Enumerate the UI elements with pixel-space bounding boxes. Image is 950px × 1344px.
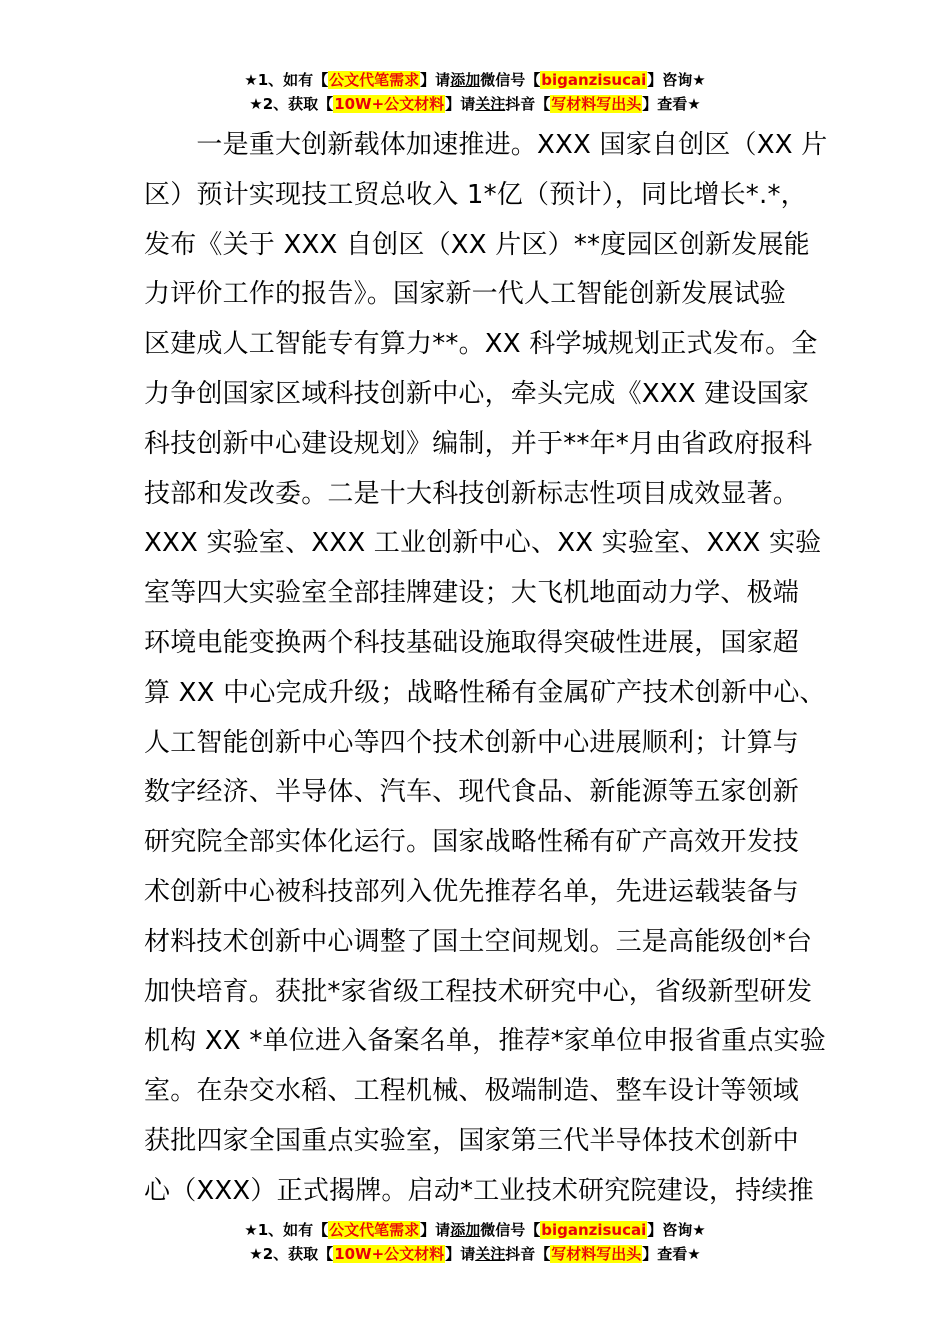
body-line: 区）预计实现技工贸总收入 1*亿（预计），同比增长*.*， — [144, 179, 807, 210]
body-line: 人工智能创新中心等四个技术创新中心进展顺利；计算与 — [144, 727, 800, 758]
banner-line-1-mid: 】请 — [420, 1221, 451, 1239]
banner-line-1-emphasis: 添加 — [450, 1221, 481, 1239]
banner-line-2 — [0, 1242, 950, 1266]
body-line: 算 XX 中心完成升级；战略性稀有金属矿产技术创新中心、 — [144, 677, 826, 708]
banner-line-2-highlight-douyin: 写材料写出头 — [551, 1245, 642, 1263]
body-line: 力争创国家区域科技创新中心，牵头完成《XXX 建设国家 — [144, 378, 810, 409]
body-line: 区建成人工智能专有算力**。XX 科学城规划正式发布。全 — [144, 329, 818, 360]
body-line: 一是重大创新载体加速推进。XXX 国家自创区（XX 片 — [144, 130, 828, 160]
banner-line-2 — [0, 92, 950, 116]
body-line: 环境电能变换两个科技基础设施取得突破性进展，国家超 — [144, 627, 800, 658]
banner-line-1-highlight-service: 公文代笔需求 — [329, 1221, 420, 1239]
banner-line-2-mid-2: 抖音【 — [505, 95, 551, 113]
banner-line-1-suffix: 】咨询★ — [647, 71, 706, 89]
body-line: 室等四大实验室全部挂牌建设；大飞机地面动力学、极端 — [144, 578, 800, 609]
banner-line-2-mid: 】请 — [445, 95, 476, 113]
body-line: 心（XXX）正式揭牌。启动*工业技术研究院建设，持续推 — [144, 1175, 814, 1206]
banner-line-2-prefix: ★2、获取【 — [249, 95, 334, 113]
body-paragraph — [144, 121, 828, 1217]
body-line: 数字经济、半导体、汽车、现代食品、新能源等五家创新 — [144, 777, 800, 808]
banner-line-2-suffix: 】查看★ — [642, 1245, 701, 1263]
body-line: 材料技术创新中心调整了国土空间规划。三是高能级创*台 — [144, 926, 813, 957]
banner-line-2-emphasis: 关注 — [475, 95, 506, 113]
banner-line-2-suffix: 】查看★ — [642, 95, 701, 113]
banner-line-1-highlight-wechat: biganzisucai — [541, 71, 647, 89]
body-line: 力评价工作的报告》。国家新一代人工智能创新发展试验 — [144, 279, 787, 310]
banner-line-2-emphasis: 关注 — [475, 1245, 506, 1263]
banner-line-2-mid-2: 抖音【 — [505, 1245, 551, 1263]
body-line: XXX 实验室、XXX 工业创新中心、XX 实验室、XXX 实验 — [144, 528, 822, 559]
body-line: 机构 XX *单位进入备案名单，推荐*家单位申报省重点实验 — [144, 1026, 826, 1057]
banner-line-1 — [0, 1218, 950, 1242]
body-line: 加快培育。获批*家省级工程技术研究中心，省级新型研发 — [144, 976, 813, 1007]
banner-line-1-prefix: ★1、如有【 — [244, 1221, 329, 1239]
banner-line-1 — [0, 68, 950, 92]
banner-line-1-highlight-wechat: biganzisucai — [541, 1221, 647, 1239]
banner-line-1-highlight-service: 公文代笔需求 — [329, 71, 420, 89]
body-line: 发布《关于 XXX 自创区（XX 片区）**度园区创新发展能 — [144, 229, 810, 260]
banner-line-1-prefix: ★1、如有【 — [244, 71, 329, 89]
banner-line-1-emphasis: 添加 — [450, 71, 481, 89]
banner-line-2-mid: 】请 — [445, 1245, 476, 1263]
banner-line-2-prefix: ★2、获取【 — [249, 1245, 334, 1263]
body-line: 室。在杂交水稻、工程机械、极端制造、整车设计等领域 — [144, 1076, 800, 1107]
body-line: 研究院全部实体化运行。国家战略性稀有矿产高效开发技 — [144, 827, 800, 858]
banner-line-1-suffix: 】咨询★ — [647, 1221, 706, 1239]
banner-line-1-mid: 】请 — [420, 71, 451, 89]
banner-line-1-mid-2: 微信号【 — [480, 1221, 541, 1239]
body-line: 科技创新中心建设规划》编制，并于**年*月由省政府报科 — [144, 428, 813, 459]
footer-banner — [0, 1218, 950, 1266]
body-line: 术创新中心被科技部列入优先推荐名单，先进运载装备与 — [144, 876, 800, 907]
banner-line-2-highlight-douyin: 写材料写出头 — [551, 95, 642, 113]
body-line: 技部和发改委。二是十大科技创新标志性项目成效显著。 — [144, 478, 800, 509]
banner-line-2-highlight-materials: 10W+公文材料 — [334, 95, 445, 113]
body-line: 获批四家全国重点实验室，国家第三代半导体技术创新中 — [144, 1125, 800, 1156]
banner-line-1-mid-2: 微信号【 — [480, 71, 541, 89]
banner-line-2-highlight-materials: 10W+公文材料 — [334, 1245, 445, 1263]
header-banner — [0, 68, 950, 116]
